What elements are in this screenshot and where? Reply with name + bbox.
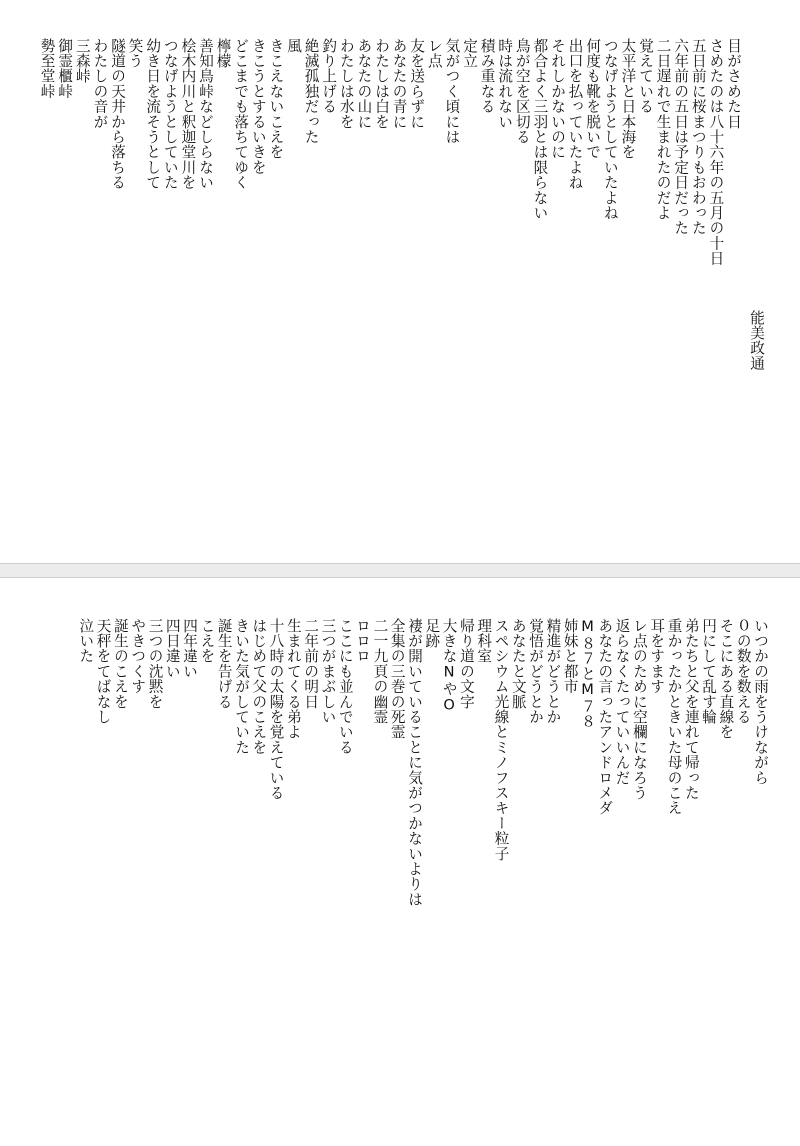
poem-line: はじめて父のこえを xyxy=(250,618,268,755)
poem-line: ロロロ xyxy=(354,618,372,664)
poem-line: 三森峠 xyxy=(73,38,91,84)
poem-line: スペシウム光線とミノフスキー粒子 xyxy=(492,618,510,862)
poem-line: 気がつく頃には xyxy=(443,38,461,145)
poem-line: 五日前に桜まつりもおわった xyxy=(689,38,707,236)
poem-line: わたしの音が xyxy=(91,38,109,130)
poem-line: 弟たちと父を連れて帰った xyxy=(682,618,700,801)
poem-line: ここにも並んでいる xyxy=(336,618,354,755)
poem-line: 二年前の明日 xyxy=(302,618,320,710)
poem-line: 姉妹と都市 xyxy=(561,618,579,694)
poem-line: 二日遅れで生まれたのだよ xyxy=(654,38,672,221)
poem-line: 生まれてくる弟よ xyxy=(284,618,302,740)
poem-line: つなげようとしていたよね xyxy=(601,38,619,221)
poem-line: あなたの青に xyxy=(390,38,408,130)
poem-line: 友を送らずに xyxy=(408,38,426,130)
poem-line: M８７とM７８ xyxy=(579,618,596,730)
poem-line: 出口を払っていたよね xyxy=(566,38,584,190)
poem-line: わたしは水を xyxy=(337,38,355,130)
poem-line: 檸檬 xyxy=(214,38,232,69)
poem-line: 四日違い xyxy=(163,618,181,679)
poem-line: 四年違い xyxy=(181,618,199,679)
poem-page-2 xyxy=(0,577,800,1146)
poem-line: きこうとするいきを xyxy=(249,38,267,175)
poem-line: 天秤をてばなし xyxy=(94,618,112,725)
poem-line: やきつくす xyxy=(129,618,147,694)
poem-line: 積み重なる xyxy=(478,38,496,114)
poem-line: 何度も靴を脱いで xyxy=(584,38,602,160)
poem-line: 重かったかときいた母のこえ xyxy=(665,618,683,816)
poem-line: こえを xyxy=(198,618,216,664)
poem-line: そこにある直線を xyxy=(717,618,735,740)
poem-line: わたしは白を xyxy=(373,38,390,130)
poem-line: 桧木内川と釈迦堂川を xyxy=(179,38,197,190)
poem-line: 十八時の太陽を覚えている xyxy=(267,618,285,801)
poem-line: 覚えている xyxy=(637,38,654,114)
poem-line: 円にして乱す輪 xyxy=(700,618,718,725)
poem-page-1 xyxy=(0,0,800,564)
poem-line: 褄が開いていることに気がつかないよりは xyxy=(406,618,423,907)
poem-line: 耳をすます xyxy=(648,618,666,694)
poem-line: 鳥が空を区切る xyxy=(513,38,531,145)
poem-line: 精進がどうとか xyxy=(544,618,562,725)
poem-line: 絶滅孤独だった xyxy=(302,38,320,145)
poem-line: レ点のために空欄になろう xyxy=(630,618,648,801)
poem-line: 三つの沈黙を xyxy=(146,618,164,710)
poem-line: 足跡 xyxy=(423,618,441,649)
poem-line: 善知鳥峠などしらない xyxy=(197,38,214,190)
poem-line: あなたと文脈 xyxy=(509,618,527,710)
poem-line: さめたのは八十六年の五月の十日 xyxy=(707,38,725,266)
poem-line: ０の数を数える xyxy=(734,618,752,725)
poem-line: いつかの雨をうけながら xyxy=(752,618,769,786)
poem-line: 六年前の五日は予定日だった xyxy=(672,38,690,236)
poem-line: 覚悟がどうとか xyxy=(527,618,545,725)
poem-line: 釣り上げる xyxy=(320,38,338,114)
poem-line: 御霊櫃峠 xyxy=(56,38,74,99)
poem-line: 都合よく三羽とは限らない xyxy=(531,38,549,221)
poem-line: 目がさめた日 xyxy=(725,38,742,130)
poem-line: 帰り道の文字 xyxy=(457,618,475,710)
poem-line: 大きなNやO xyxy=(440,618,458,714)
poem-line: 誕生のこえを xyxy=(111,618,129,710)
poem-line: 幼き日を流そうとして xyxy=(144,38,162,190)
poem-line: 笑う xyxy=(126,38,144,69)
poem-line: あなたの山に xyxy=(355,38,373,130)
poem-line: 風 xyxy=(285,38,302,54)
poem-line: 勢至堂峠 xyxy=(38,38,56,99)
poem-line: レ点 xyxy=(425,38,443,69)
poem-line: 理科室 xyxy=(475,618,493,664)
poem-line: 返らなくたっていいんだ xyxy=(613,618,631,786)
poem-line: どこまでも落ちてゆく xyxy=(232,38,250,190)
poem-line: 時は流れない xyxy=(496,38,514,130)
poem-line: きこえないこえを xyxy=(267,38,285,160)
poem-line: 誕生を告げる xyxy=(215,618,233,710)
poem-line: 泣いた xyxy=(77,618,95,664)
poem-line: きいた気がしていた xyxy=(233,618,250,755)
poem-line: 三つがまぶしい xyxy=(319,618,337,725)
author-name: 能美政通 xyxy=(748,310,765,371)
poem-line: あなたの言ったアンドロメダ xyxy=(596,618,614,816)
poem-line: それしかないのに xyxy=(549,38,566,160)
poem-line: 定立 xyxy=(461,38,478,69)
poem-line: 二一九頁の幽霊 xyxy=(371,618,389,725)
poem-line: 全集の三巻の死霊 xyxy=(388,618,406,740)
poem-line: つなげようとしていた xyxy=(161,38,179,190)
poem-line: 隧道の天井から落ちる xyxy=(109,38,126,190)
poem-line: 太平洋と日本海を xyxy=(619,38,637,160)
